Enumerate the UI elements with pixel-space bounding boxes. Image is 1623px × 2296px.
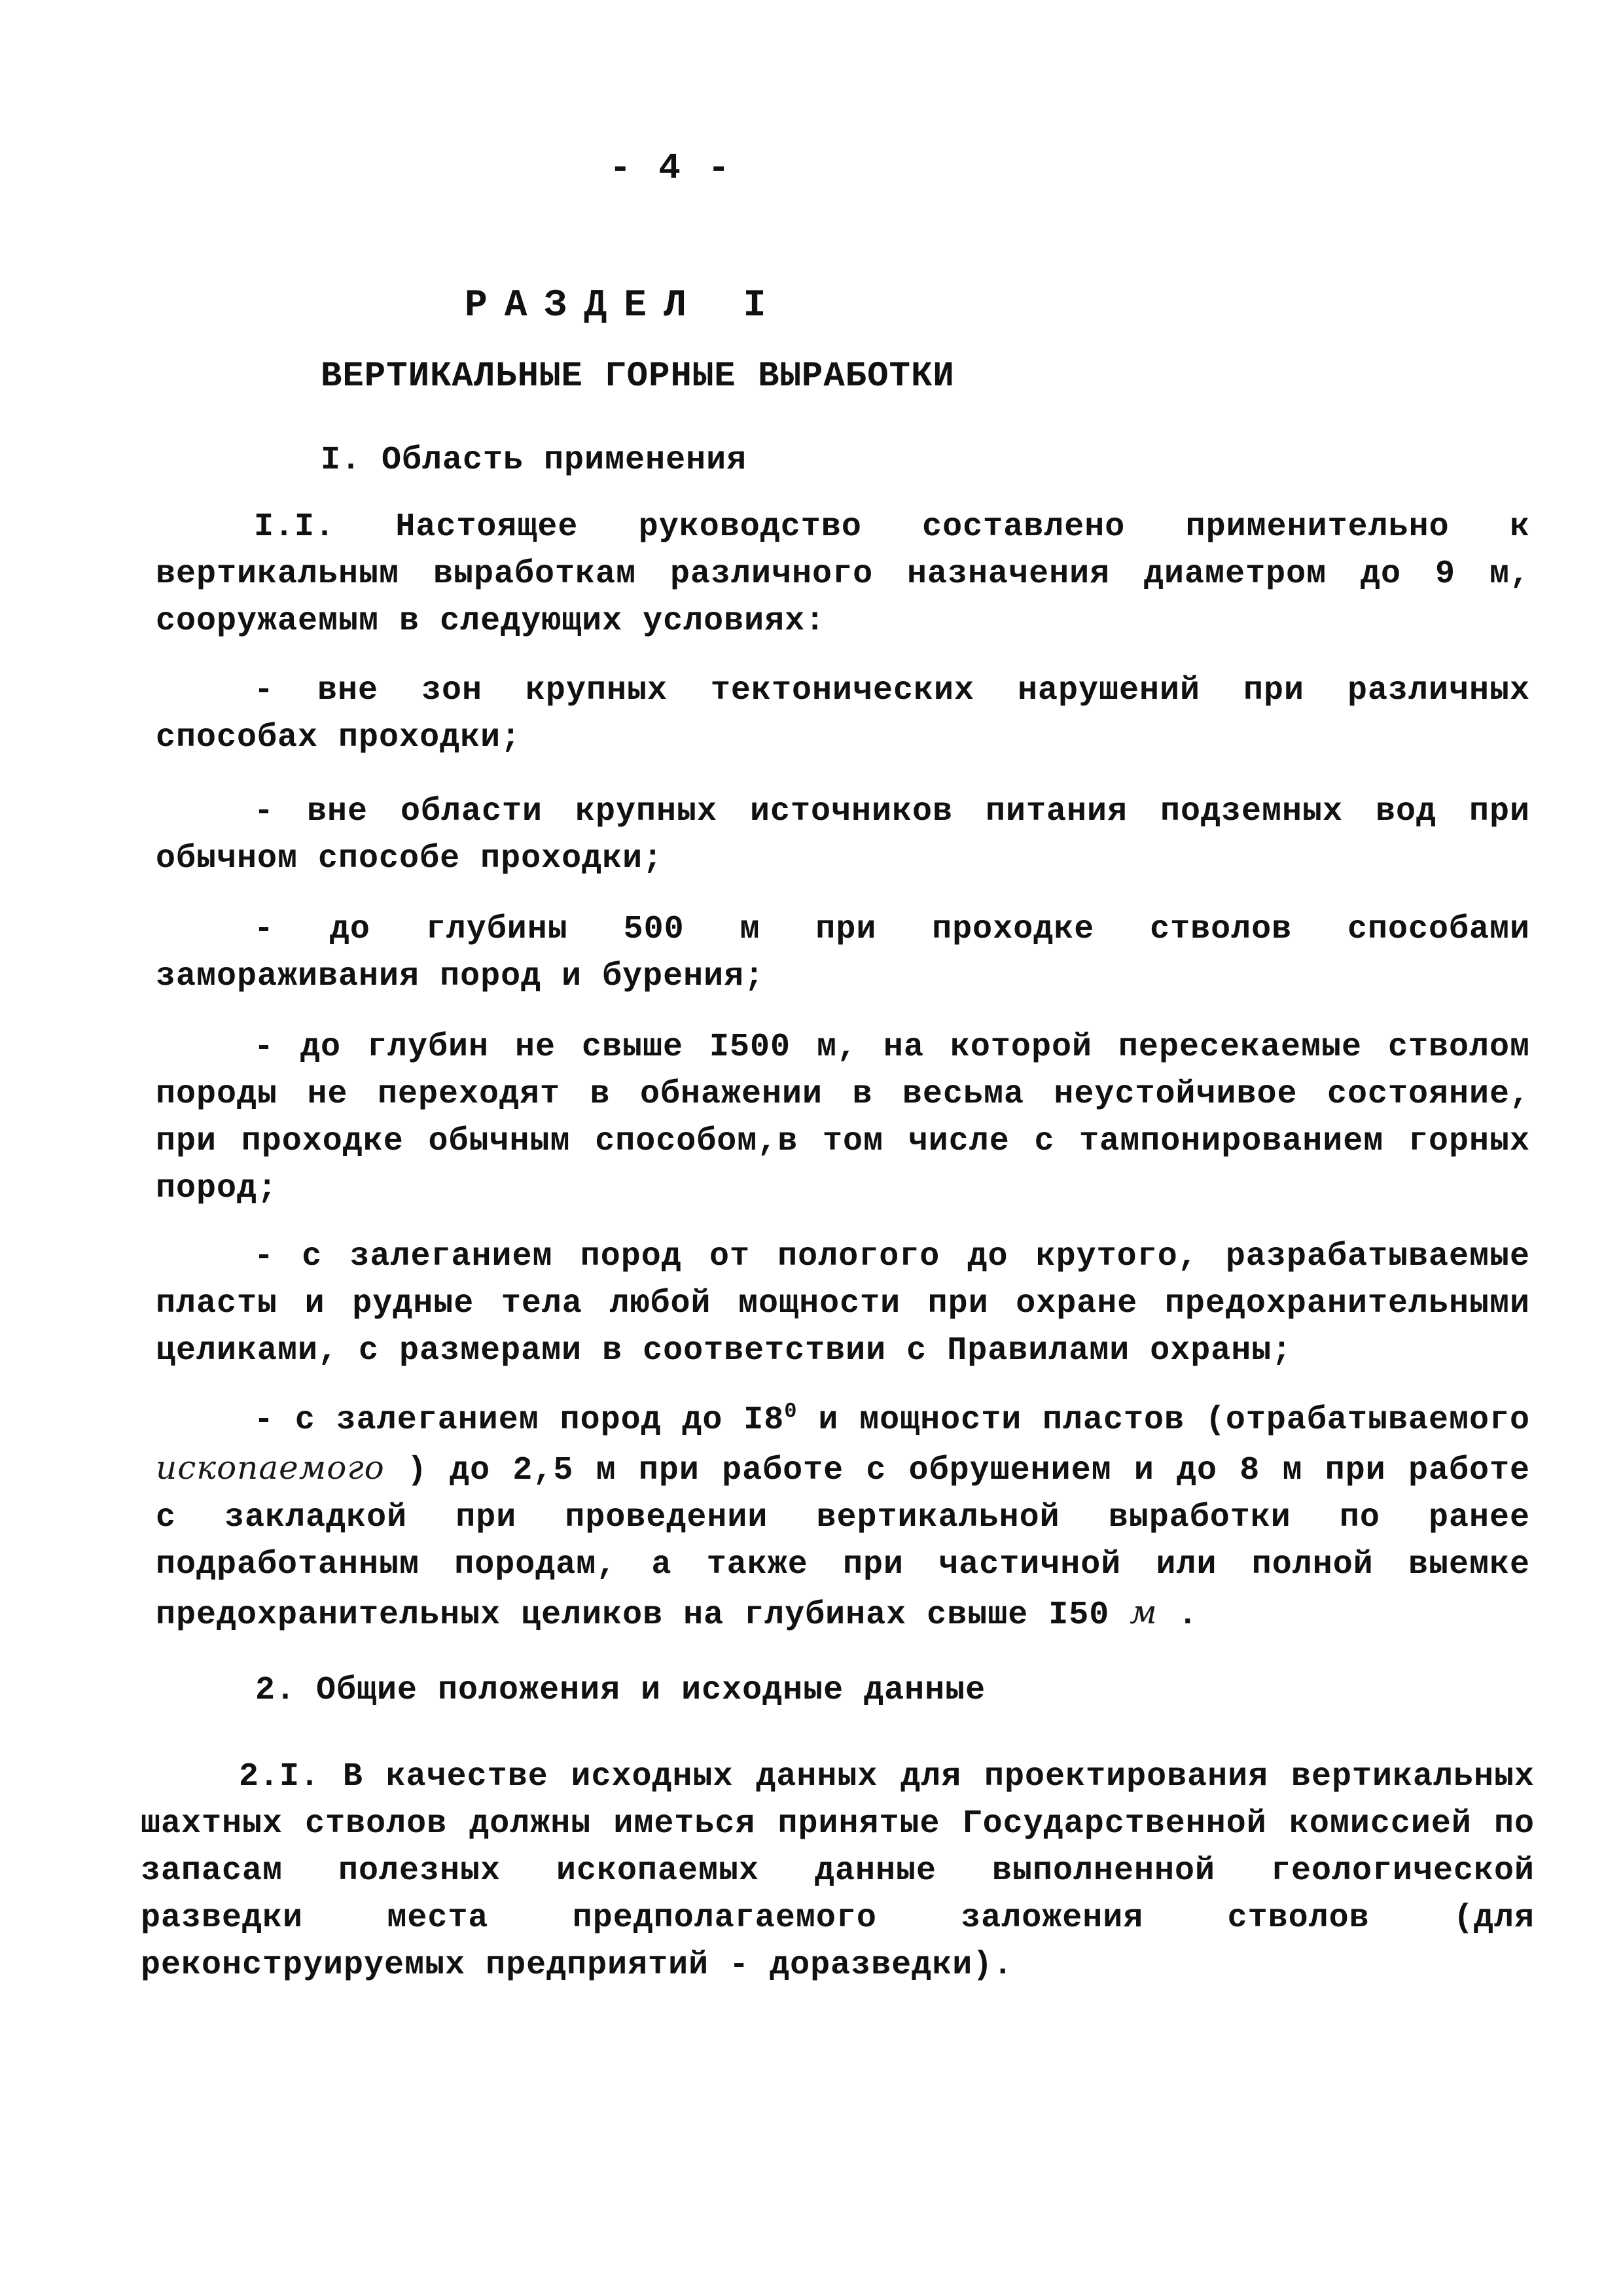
handwritten-insertion: ископаемого [156, 1449, 385, 1487]
paragraph-1-1: I.I. Настоящее руководство составлено применительно к вертикальным выработкам различного назначения диаметром до 9 м, сооружаемым в следующих условиях: [156, 508, 1530, 640]
list-item-5: - с залеганием пород от пологого до крутого, разрабатываемые пласты и рудные тела любой мощности при охране предохранительными целиками, с размерами в соответствии с Правилами охраны; [156, 1238, 1530, 1369]
chapter-1-heading: I. Область применения [321, 442, 747, 479]
list-item-6-end: . [1177, 1597, 1198, 1634]
list-item-2: - вне области крупных источников питания подземных вод при обычном способе проходки; [156, 793, 1530, 877]
chapter-2-heading: 2. Общие положения и исходные данные [255, 1672, 986, 1709]
list-item-4: - до глубин не свыше I500 м, на которой пересекаемые стволом породы не переходят в обнажении в весьма неустойчивое состояние, при проходке обычным способом,в том числе с тампонированием горных пород; [156, 1029, 1530, 1207]
section-title: РАЗДЕЛ I [465, 285, 783, 327]
list-item-6-text-b: и мощности пластов (отрабатываемого [797, 1402, 1530, 1439]
paragraph-2-1: 2.I. В качестве исходных данных для проектирования вертикальных шахтных стволов должны иметься принятые Государственной комиссией по запасам полезных ископаемых данные выполненной геологической разведки места предполагаемого заложения стволов (для реконструируемых предприятий - доразведки). [141, 1758, 1535, 1984]
list-item-6-text-a: - с залеганием пород до I8 [254, 1402, 785, 1439]
list-item-3: - до глубины 500 м при проходке стволов способами замораживания пород и бурения; [156, 911, 1530, 995]
degree-superscript: 0 [784, 1399, 798, 1424]
list-item-6-text-c: ) до 2,5 м при работе с обрушением и до 8 м при работе с закладкой при проведении вертикальной выработки по ранее подработанным породам, а также при частичной или полной выемке предохранительных целиков на глубинах свыше I50 [156, 1452, 1531, 1634]
section-subtitle: ВЕРТИКАЛЬНЫЕ ГОРНЫЕ ВЫРАБОТКИ [321, 357, 955, 397]
list-item-1: - вне зон крупных тектонических нарушений при различных способах проходки; [156, 672, 1530, 756]
page-number: - 4 - [609, 147, 733, 189]
handwritten-unit: м [1130, 1593, 1158, 1631]
list-item-6 [156, 1397, 1530, 1639]
